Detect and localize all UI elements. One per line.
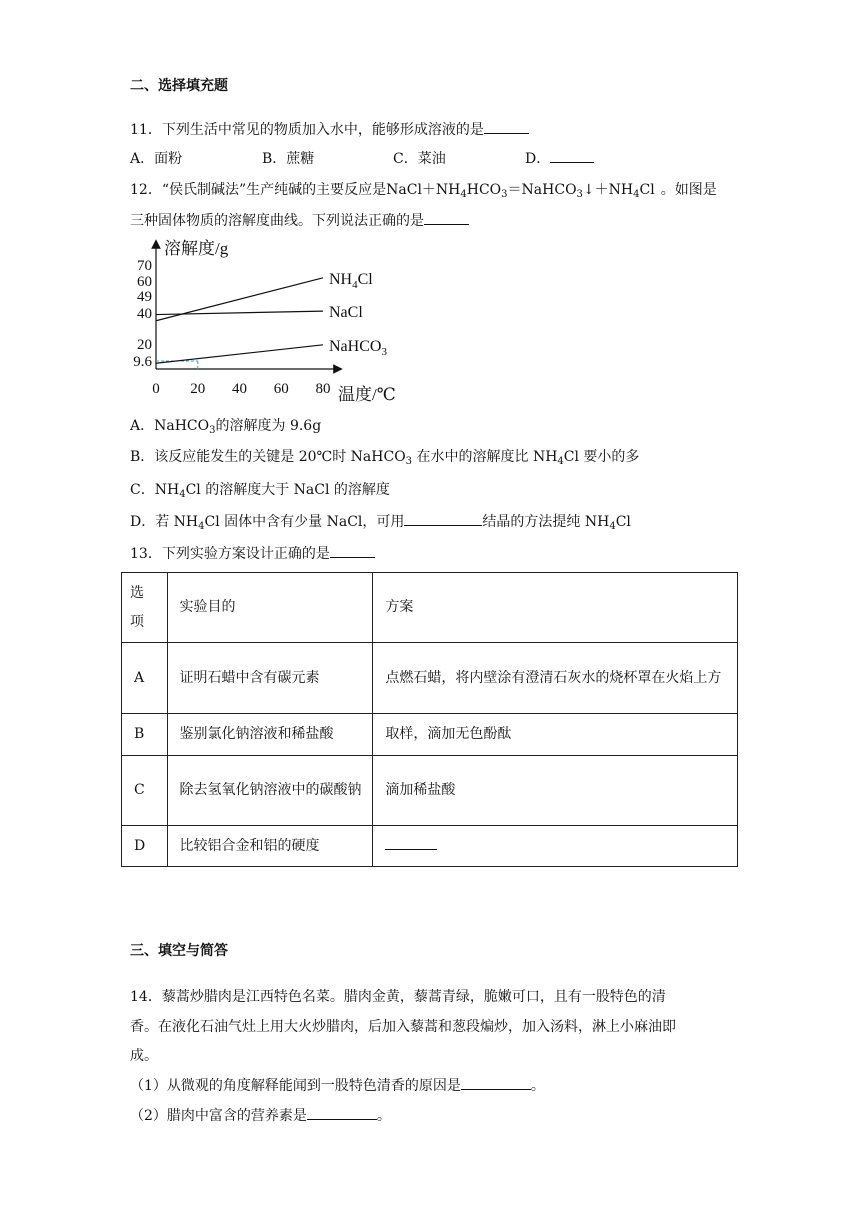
table-row xyxy=(122,643,738,714)
eq-sub: 3 xyxy=(576,189,583,200)
answer-blank[interactable] xyxy=(461,1075,531,1090)
opt-text: Cl 要小的多 xyxy=(563,449,640,465)
opt-text: Cl xyxy=(615,514,631,530)
opt-text: 结晶的方法提纯 NH xyxy=(482,514,610,530)
q11-option-c: C．菜油 xyxy=(393,151,446,167)
opt-text: B．该反应能发生的关键是 20℃时 xyxy=(130,449,351,465)
cell-plan xyxy=(373,643,738,714)
x-tick-label: 60 xyxy=(273,381,289,397)
series-lines xyxy=(156,278,323,363)
period: 。 xyxy=(376,1108,391,1124)
eq-part: NaCl＋NH xyxy=(386,182,461,198)
opt-text: A． xyxy=(130,418,155,434)
section-title: 二、选择填充题 xyxy=(130,78,228,94)
opt-formula: NaHCO xyxy=(154,418,210,434)
opt-text: D．若 NH xyxy=(130,514,199,530)
cell-plan xyxy=(373,826,738,867)
cell-goal: 证明石蜡中含有碳元素 xyxy=(167,643,373,714)
q12-option-b xyxy=(130,446,639,466)
x-tick-label: 40 xyxy=(232,381,247,397)
opt-text: 的溶解度为 9.6g xyxy=(215,418,322,434)
cell-goal: 比较铝合金和铝的硬度 xyxy=(167,826,373,867)
eq-part: HCO xyxy=(466,182,502,198)
header-plan: 方案 xyxy=(373,573,738,643)
opt-text: C． xyxy=(130,482,155,498)
answer-blank[interactable] xyxy=(385,835,437,850)
cell-option: B xyxy=(122,714,168,756)
series-label-nahco3: NaHCO$_3$ xyxy=(329,337,387,358)
y-tick-label: 70 xyxy=(137,258,152,274)
y-axis-label: 溶解度/g xyxy=(164,239,229,258)
question-13-stem xyxy=(130,543,375,563)
cell-option: C xyxy=(122,756,168,826)
q12-option-c xyxy=(130,479,390,499)
answer-blank[interactable] xyxy=(307,1105,377,1120)
question-14-line2: 香。在液化石油气灶上用大火炒腊肉，后加入藜蒿和葱段煸炒，加入汤料，淋上小麻油即 xyxy=(130,1019,676,1035)
q12-option-a xyxy=(130,415,321,435)
experiment-table xyxy=(121,572,738,867)
sub-question-text: （2）腊肉中富含的营养素是 xyxy=(130,1108,307,1124)
opt-sub: 3 xyxy=(405,456,413,467)
opt-sub: 4 xyxy=(179,489,186,500)
q11-option-d xyxy=(525,148,594,168)
solubility-chart xyxy=(128,238,408,408)
q12-text-post: 。如图是 xyxy=(660,182,717,198)
x-tick-label: 0 xyxy=(152,381,160,397)
eq-sub: 4 xyxy=(460,189,467,200)
table-row xyxy=(122,826,738,867)
period: 。 xyxy=(530,1078,545,1094)
q12-option-d xyxy=(130,511,631,531)
eq-part: ＝NaHCO xyxy=(507,182,577,198)
eq-sub: 4 xyxy=(633,189,640,200)
q14-sub-question-1 xyxy=(130,1075,545,1095)
eq-part: ↓＋NH xyxy=(582,182,634,198)
x-tick-label: 80 xyxy=(315,381,331,397)
table-row xyxy=(122,756,738,826)
eq-sub: 3 xyxy=(501,189,508,200)
opt-text: 在水中的溶解度比 NH xyxy=(412,449,558,465)
cell-goal xyxy=(167,756,373,826)
answer-blank[interactable] xyxy=(330,543,375,558)
opt-formula: NH xyxy=(154,482,180,498)
header-text: 选项 xyxy=(130,584,144,630)
opt-sub: 4 xyxy=(198,521,205,532)
sub-question-text: （1）从微观的角度解释能闻到一股特色清香的原因是 xyxy=(130,1078,461,1094)
eq-part: Cl xyxy=(639,182,655,198)
section-title: 三、填空与简答 xyxy=(130,943,228,959)
question-12-line2 xyxy=(130,210,469,230)
y-tick-label: 40 xyxy=(137,306,152,322)
opt-sub: 4 xyxy=(609,521,616,532)
opt-sub: 4 xyxy=(557,456,564,467)
question-11-stem xyxy=(130,119,529,139)
series-line-nahco3 xyxy=(156,345,323,363)
question-12-line1 xyxy=(130,179,717,199)
cell-plan: 取样，滴加无色酚酞 xyxy=(373,714,738,756)
series-line-nacl xyxy=(156,311,323,314)
y-tick-label: 49 xyxy=(137,289,152,305)
x-axis-label: 温度/℃ xyxy=(338,385,396,404)
goal-text: 除去氢氧化钠溶液中的碳酸钠 xyxy=(179,782,362,798)
plan-text: 点燃石蜡，将内壁涂有澄清石灰水的烧杯罩在火焰上方 xyxy=(385,669,722,686)
question-14-line1: 14．藜蒿炒腊肉是江西特色名菜。腊肉金黄，藜蒿青绿，脆嫩可口，且有一股特色的清 xyxy=(130,989,666,1005)
q11-option-a: A．面粉 xyxy=(130,151,183,167)
answer-blank[interactable] xyxy=(484,119,529,134)
opt-text: Cl 的溶解度大于 NaCl 的溶解度 xyxy=(185,482,390,498)
opt-text: Cl 固体中含有少量 NaCl，可用 xyxy=(204,514,405,530)
x-tick-label: 20 xyxy=(190,381,206,397)
x-tick-labels xyxy=(152,381,330,397)
series-label-nacl: NaCl xyxy=(329,304,363,322)
q12-text: 三种固体物质的溶解度曲线。下列说法正确的是 xyxy=(130,213,424,229)
series-labels xyxy=(329,271,387,358)
cell-plan: 滴加稀盐酸 xyxy=(373,756,738,826)
y-tick-label: 20 xyxy=(137,337,152,353)
question-14-line3: 成。 xyxy=(130,1048,158,1064)
q14-sub-question-2 xyxy=(130,1105,391,1125)
opt-sub: 3 xyxy=(209,425,216,436)
cell-goal: 鉴别氯化钠溶液和稀盐酸 xyxy=(167,714,373,756)
q11-option-b: B．蔗糖 xyxy=(262,151,315,167)
answer-blank[interactable] xyxy=(404,511,482,526)
cell-option: A xyxy=(122,643,168,714)
header-option xyxy=(122,573,168,643)
q11-option-d-label: D． xyxy=(525,151,551,167)
answer-blank[interactable] xyxy=(424,210,469,225)
y-tick-labels xyxy=(133,258,152,370)
header-goal: 实验目的 xyxy=(167,573,373,643)
series-label-nh4cl: $NH_4Cl$ xyxy=(329,270,373,291)
table-header-row xyxy=(122,573,738,643)
opt-formula: NaHCO xyxy=(350,449,406,465)
table-row xyxy=(122,714,738,756)
reaction-equation xyxy=(386,182,655,198)
cell-option: D xyxy=(122,826,168,867)
q13-text: 13．下列实验方案设计正确的是 xyxy=(130,546,330,562)
q11-text: 11．下列生活中常见的物质加入水中，能够形成溶液的是 xyxy=(130,122,484,138)
q12-text: 12．“侯氏制碱法”生产纯碱的主要反应是 xyxy=(130,182,387,198)
y-tick-label: 9.6 xyxy=(133,354,152,370)
answer-blank[interactable] xyxy=(550,148,594,163)
y-tick-label: 60 xyxy=(137,274,152,290)
